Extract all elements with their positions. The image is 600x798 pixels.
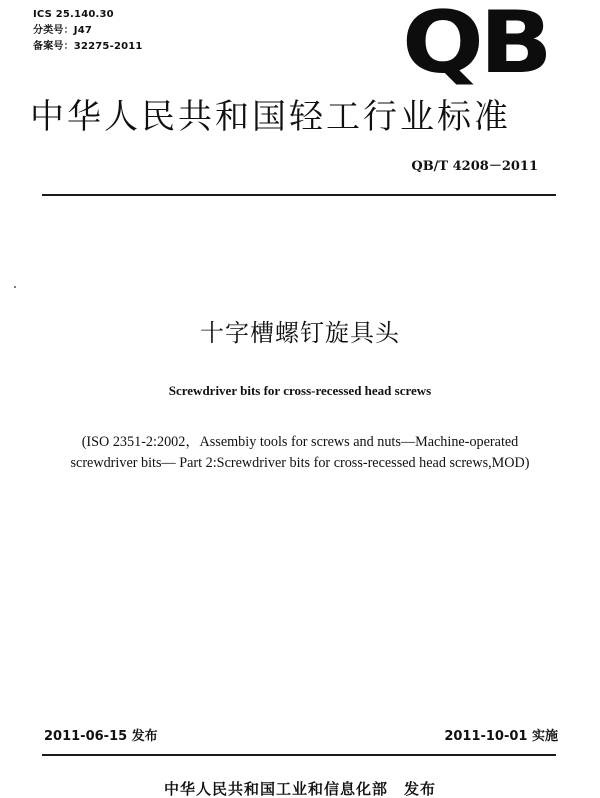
standard-number: QB/T 4208－2011 [411,159,538,174]
document-title-en: Screwdriver bits for cross-recessed head screws [168,383,432,398]
scan-speck [14,286,16,288]
document-title-cn: 十字槽螺钉旋具头 [200,319,400,347]
implement-date: 2011-10-01 实施 [444,729,558,744]
issuer: 中华人民共和国工业和信息化部 发布 [163,780,436,798]
top-divider [42,194,556,196]
category-code: 分类号：J47 [33,25,93,36]
iso-reference-line-1: (ISO 2351-2:2002，Assembiy tools for screws and nuts—Machine-operated [81,434,519,450]
iso-reference [40,432,560,474]
publish-date: 2011-06-15 发布 [44,729,158,744]
iso-reference-line-2: screwdriver bits— Part 2:Screwdriver bits for cross-recessed head screws,MOD) [70,455,530,471]
ics-code: ICS 25.140.30 [33,9,114,20]
record-number: 备案号：32275-2011 [33,41,143,52]
qb-logo: QB [402,0,549,93]
standard-title: 中华人民共和国轻工行业标准 [30,97,511,137]
bottom-divider [42,754,556,756]
